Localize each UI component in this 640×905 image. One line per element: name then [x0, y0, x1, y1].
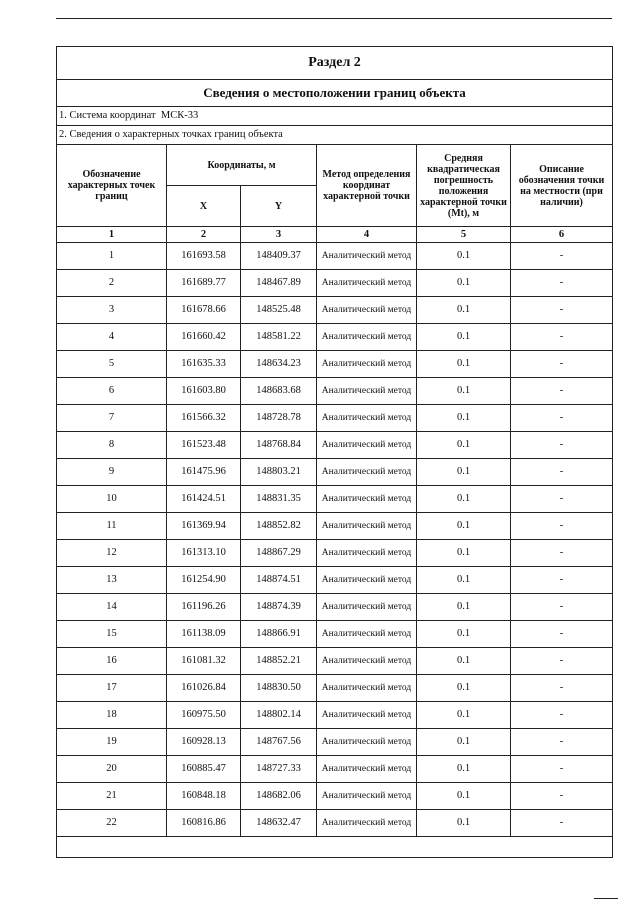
empty-row — [57, 837, 613, 858]
method-cell: Аналитический метод — [317, 432, 417, 459]
precision-cell: 0.1 — [417, 756, 511, 783]
y-coordinate-cell: 148866.91 — [241, 621, 317, 648]
table-row — [57, 810, 613, 837]
method-cell: Аналитический метод — [317, 648, 417, 675]
point-number-cell: 5 — [57, 351, 167, 378]
point-number-cell: 20 — [57, 756, 167, 783]
x-coordinate-cell: 160848.18 — [167, 783, 241, 810]
precision-cell: 0.1 — [417, 459, 511, 486]
method-cell: Аналитический метод — [317, 702, 417, 729]
precision-cell: 0.1 — [417, 405, 511, 432]
table-row — [57, 378, 613, 405]
description-cell: - — [511, 729, 613, 756]
table-row — [57, 540, 613, 567]
precision-cell: 0.1 — [417, 243, 511, 270]
x-coordinate-cell: 161138.09 — [167, 621, 241, 648]
method-cell: Аналитический метод — [317, 783, 417, 810]
point-number-cell: 3 — [57, 297, 167, 324]
point-number-cell: 8 — [57, 432, 167, 459]
method-cell: Аналитический метод — [317, 378, 417, 405]
precision-cell: 0.1 — [417, 513, 511, 540]
column-number: 5 — [417, 227, 511, 243]
column-number: 6 — [511, 227, 613, 243]
table-row — [57, 621, 613, 648]
description-cell: - — [511, 594, 613, 621]
description-cell: - — [511, 297, 613, 324]
y-coordinate-cell: 148874.51 — [241, 567, 317, 594]
table-row — [57, 405, 613, 432]
description-cell: - — [511, 756, 613, 783]
section-subtitle: Сведения о местоположении границ объекта — [57, 80, 613, 107]
x-coordinate-cell: 161254.90 — [167, 567, 241, 594]
description-cell: - — [511, 270, 613, 297]
method-cell: Аналитический метод — [317, 675, 417, 702]
method-cell: Аналитический метод — [317, 540, 417, 567]
method-cell: Аналитический метод — [317, 729, 417, 756]
precision-cell: 0.1 — [417, 621, 511, 648]
point-number-cell: 1 — [57, 243, 167, 270]
description-cell: - — [511, 486, 613, 513]
x-coordinate-cell: 161693.58 — [167, 243, 241, 270]
table-row — [57, 486, 613, 513]
method-cell: Аналитический метод — [317, 486, 417, 513]
points-heading: 2. Сведения о характерных точках границ объекта — [57, 126, 613, 145]
y-coordinate-cell: 148632.47 — [241, 810, 317, 837]
column-number: 4 — [317, 227, 417, 243]
table-row — [57, 324, 613, 351]
point-number-cell: 22 — [57, 810, 167, 837]
precision-cell: 0.1 — [417, 729, 511, 756]
coordinate-system-row — [57, 107, 613, 126]
table-row — [57, 459, 613, 486]
y-coordinate-cell: 148852.82 — [241, 513, 317, 540]
y-coordinate-cell: 148852.21 — [241, 648, 317, 675]
description-cell: - — [511, 405, 613, 432]
precision-cell: 0.1 — [417, 594, 511, 621]
description-cell: - — [511, 432, 613, 459]
method-cell: Аналитический метод — [317, 351, 417, 378]
description-cell: - — [511, 351, 613, 378]
y-coordinate-cell: 148768.84 — [241, 432, 317, 459]
y-coordinate-cell: 148409.37 — [241, 243, 317, 270]
precision-cell: 0.1 — [417, 567, 511, 594]
boundary-points-table — [56, 46, 613, 858]
x-coordinate-cell: 161689.77 — [167, 270, 241, 297]
y-coordinate-cell: 148830.50 — [241, 675, 317, 702]
x-coordinate-cell: 161196.26 — [167, 594, 241, 621]
table-row — [57, 567, 613, 594]
method-cell: Аналитический метод — [317, 810, 417, 837]
header-y: Y — [241, 186, 317, 227]
header-coordinates: Координаты, м — [167, 145, 317, 186]
point-number-cell: 17 — [57, 675, 167, 702]
point-number-cell: 16 — [57, 648, 167, 675]
method-cell: Аналитический метод — [317, 459, 417, 486]
section-title: Раздел 2 — [57, 47, 613, 80]
table-row — [57, 513, 613, 540]
table-row — [57, 783, 613, 810]
x-coordinate-cell: 161523.48 — [167, 432, 241, 459]
description-cell: - — [511, 621, 613, 648]
table-row — [57, 756, 613, 783]
precision-cell: 0.1 — [417, 297, 511, 324]
point-number-cell: 2 — [57, 270, 167, 297]
description-cell: - — [511, 810, 613, 837]
y-coordinate-cell: 148867.29 — [241, 540, 317, 567]
table-row — [57, 432, 613, 459]
header-precision: Средняя квадратическая погрешность положения характерной точки (Mt), м — [417, 145, 511, 227]
description-cell: - — [511, 459, 613, 486]
y-coordinate-cell: 148767.56 — [241, 729, 317, 756]
method-cell: Аналитический метод — [317, 243, 417, 270]
description-cell: - — [511, 324, 613, 351]
x-coordinate-cell: 160816.86 — [167, 810, 241, 837]
point-number-cell: 6 — [57, 378, 167, 405]
precision-cell: 0.1 — [417, 702, 511, 729]
header-x: X — [167, 186, 241, 227]
coordinate-system-label: 1. Система координат — [59, 110, 156, 122]
table-row — [57, 270, 613, 297]
x-coordinate-cell: 161424.51 — [167, 486, 241, 513]
precision-cell: 0.1 — [417, 540, 511, 567]
description-cell: - — [511, 675, 613, 702]
precision-cell: 0.1 — [417, 486, 511, 513]
y-coordinate-cell: 148727.33 — [241, 756, 317, 783]
precision-cell: 0.1 — [417, 270, 511, 297]
method-cell: Аналитический метод — [317, 756, 417, 783]
column-numbers-row — [57, 227, 613, 243]
y-coordinate-cell: 148525.48 — [241, 297, 317, 324]
y-coordinate-cell: 148803.21 — [241, 459, 317, 486]
x-coordinate-cell: 161660.42 — [167, 324, 241, 351]
y-coordinate-cell: 148874.39 — [241, 594, 317, 621]
precision-cell: 0.1 — [417, 432, 511, 459]
description-cell: - — [511, 783, 613, 810]
coordinate-system-value: МСК-33 — [160, 110, 199, 122]
y-coordinate-cell: 148728.78 — [241, 405, 317, 432]
y-coordinate-cell: 148802.14 — [241, 702, 317, 729]
x-coordinate-cell: 161026.84 — [167, 675, 241, 702]
y-coordinate-cell: 148634.23 — [241, 351, 317, 378]
x-coordinate-cell: 161678.66 — [167, 297, 241, 324]
method-cell: Аналитический метод — [317, 594, 417, 621]
table-row — [57, 297, 613, 324]
x-coordinate-cell: 161635.33 — [167, 351, 241, 378]
x-coordinate-cell: 160928.13 — [167, 729, 241, 756]
method-cell: Аналитический метод — [317, 567, 417, 594]
point-number-cell: 9 — [57, 459, 167, 486]
point-number-cell: 11 — [57, 513, 167, 540]
table-row — [57, 243, 613, 270]
point-number-cell: 15 — [57, 621, 167, 648]
point-number-cell: 21 — [57, 783, 167, 810]
description-cell: - — [511, 702, 613, 729]
x-coordinate-cell: 161475.96 — [167, 459, 241, 486]
header-method: Метод определения координат характерной точки — [317, 145, 417, 227]
method-cell: Аналитический метод — [317, 513, 417, 540]
point-number-cell: 18 — [57, 702, 167, 729]
description-cell: - — [511, 648, 613, 675]
x-coordinate-cell: 161313.10 — [167, 540, 241, 567]
point-number-cell: 13 — [57, 567, 167, 594]
precision-cell: 0.1 — [417, 783, 511, 810]
header-point-designation: Обозначение характерных точек границ — [57, 145, 167, 227]
column-number: 2 — [167, 227, 241, 243]
table-row — [57, 351, 613, 378]
method-cell: Аналитический метод — [317, 297, 417, 324]
precision-cell: 0.1 — [417, 675, 511, 702]
description-cell: - — [511, 378, 613, 405]
column-number: 3 — [241, 227, 317, 243]
point-number-cell: 7 — [57, 405, 167, 432]
description-cell: - — [511, 513, 613, 540]
method-cell: Аналитический метод — [317, 324, 417, 351]
table-row — [57, 702, 613, 729]
top-rule — [56, 18, 612, 19]
table-row — [57, 729, 613, 756]
point-number-cell: 4 — [57, 324, 167, 351]
y-coordinate-cell: 148467.89 — [241, 270, 317, 297]
method-cell: Аналитический метод — [317, 405, 417, 432]
x-coordinate-cell: 161369.94 — [167, 513, 241, 540]
x-coordinate-cell: 161566.32 — [167, 405, 241, 432]
point-number-cell: 14 — [57, 594, 167, 621]
x-coordinate-cell: 160885.47 — [167, 756, 241, 783]
x-coordinate-cell: 161081.32 — [167, 648, 241, 675]
header-description: Описание обозначения точки на местности (при наличии) — [511, 145, 613, 227]
description-cell: - — [511, 243, 613, 270]
method-cell: Аналитический метод — [317, 270, 417, 297]
description-cell: - — [511, 567, 613, 594]
table-row — [57, 648, 613, 675]
precision-cell: 0.1 — [417, 324, 511, 351]
method-cell: Аналитический метод — [317, 621, 417, 648]
precision-cell: 0.1 — [417, 351, 511, 378]
precision-cell: 0.1 — [417, 378, 511, 405]
x-coordinate-cell: 160975.50 — [167, 702, 241, 729]
y-coordinate-cell: 148682.06 — [241, 783, 317, 810]
point-number-cell: 12 — [57, 540, 167, 567]
y-coordinate-cell: 148581.22 — [241, 324, 317, 351]
x-coordinate-cell: 161603.80 — [167, 378, 241, 405]
precision-cell: 0.1 — [417, 810, 511, 837]
point-number-cell: 19 — [57, 729, 167, 756]
table-row — [57, 675, 613, 702]
description-cell: - — [511, 540, 613, 567]
table-row — [57, 594, 613, 621]
y-coordinate-cell: 148683.68 — [241, 378, 317, 405]
y-coordinate-cell: 148831.35 — [241, 486, 317, 513]
empty-cell — [57, 837, 613, 858]
bottom-mark — [594, 898, 618, 899]
point-number-cell: 10 — [57, 486, 167, 513]
column-number: 1 — [57, 227, 167, 243]
precision-cell: 0.1 — [417, 648, 511, 675]
